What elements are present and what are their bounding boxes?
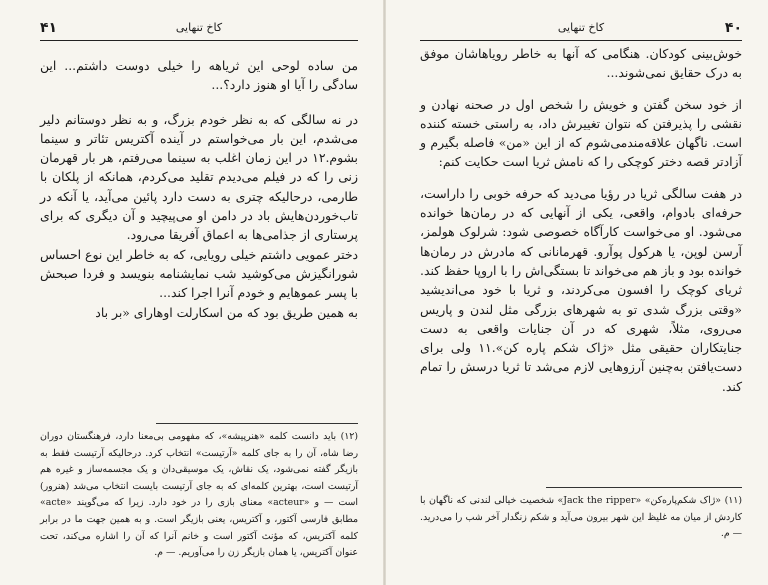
right-page-number: ۴۰	[724, 20, 742, 36]
left-paragraph-2: در نه سالگی که به نظر خودم بزرگ، و به نظر دوستانم دلیر می‌شدم، این بار می‌خواستم در آینده آکتریس تئاتر و سینما بشوم.۱۲ در این زمان اغلب به سینما می‌رفتم، هر بار قهرمان زنی را که در فیلم می‌دیدم تقلید می‌کردم، همانکه از پلکان با طارمی، درحالیکه چتری به دست دارد پائین می‌آید، یا آنکه در تاب‌خوردن‌هایش باد در دامن او می‌پیچید و آن دیگری که برای پرستاری از جذامی‌ها به اعماق آفریقا می‌رود.	[40, 111, 358, 243]
left-page-body	[40, 56, 358, 322]
right-page-body	[420, 44, 742, 396]
left-footnote-rule	[156, 423, 358, 424]
left-paragraph-3: دختر عمویی داشتم خیلی رویایی، که به خاطر این نوع احساس شورانگیزش می‌کوشید شب نمایشنامه بنویسد و فردا صبحش با پسر عموهایم و خودم آنرا اجرا کند...	[40, 246, 358, 301]
left-paragraph-4: به همین طریق بود که من اسکارلت اوهارای «بر باد	[95, 304, 358, 320]
right-footnote-rule	[546, 487, 742, 488]
left-running-title: کاخ تنهایی	[175, 21, 223, 34]
right-paragraph-2: از خود سخن گفتن و خویش را شخص اول در صحنه نهادن و نقشی را پذیرفتن که نتوان تغییرش داد، به راستی خسته کننده است. ناگهان علاقه‌مندمی‌شوم که از این «من» فاصله بگیرم و آزادتر قصه دختر کوچکی را که نامش ثریا است حکایت کنم:	[420, 96, 742, 170]
right-running-title: کاخ تنهایی	[557, 21, 605, 34]
left-page	[0, 0, 383, 585]
right-paragraph-1: خوش‌بینی کودکان. هنگامی که آنها به خاطر رویاهاشان موفق به درک حقایق نمی‌شوند...	[420, 46, 742, 81]
right-page-header	[420, 20, 742, 41]
left-paragraph-1: من ساده لوحی این ثریاهه را خیلی دوست داشتم... این سادگی را آیا او هنوز دارد؟...	[40, 58, 358, 93]
right-footnotes	[420, 493, 742, 543]
footnote-11: (۱۱) «ژاک شکم‌پاره‌کن» «Jack the ripper» شخصیت خیالی لندنی که ناگهان با کاردش از میان مه غلیظ این شهر بیرون می‌آید و شکم زنگدار آخر شب را می‌درید. — م.	[420, 495, 742, 540]
left-page-header	[40, 20, 358, 41]
left-page-number: ۴۱	[40, 20, 58, 36]
footnote-12: (۱۲) باید دانست کلمه «هنرپیشه»، که مفهومی بی‌معنا دارد، فرهنگستان دوران رضا شاه، آن را به جای کلمه «آرتیست» انتخاب کرد. درحالیکه آرتیست فقط به بازیگر گفته نمی‌شود، یک نقاش، یک موسیقی‌دان و یک مجسمه‌ساز و غیره هم آرتیست است، بهترین کلمه‌ای که به جای آرتیست بایست انتخاب می‌شد (هنرور) است — و «acteur» معنای بازی را در خود دارد. زیرا که می‌گویند «acte» مطابق فارسی آکتور، و آکتریس، یعنی بازیگر است. و به همین جهت ما در برابر کلمه آکتریس، که مؤنث آکتور است و خانم آنرا که آن را اشاره می‌کند، تحت عنوان آکتریس، یا همان بازیگر زن را می‌آوریم. — م.	[40, 431, 359, 559]
right-page	[386, 0, 768, 585]
left-footnotes	[40, 429, 358, 562]
right-paragraph-3: در هفت سالگی ثریا در رؤیا می‌دید که حرفه خوبی را داراست، حرفه‌ای بادوام، واقعی، یکی از آنهایی که در رمان‌ها خوانده می‌شود. او می‌خواست کارآگاه خصوصی شود: شرلوک هولمز، آرسن لوپن، یا هرکول پوآرو. قهرمانانی که مادرش در رمان‌ها خوانده بود و باز هم می‌خواند تا بستگی‌اش را با اروپا حفظ کند. ثریای کوچک را افسون می‌کردند، و ثریا با خود می‌اندیشید «وقتی بزرگ شدی تو به شهرهای بزرگی مثل لندن و پاریس می‌روی، مثلاً، شهری که در آن جنایات واقعی به دست جنایتکاران حقیقی مثل «ژاک شکم پاره کن».۱۱ ولی برای دست‌یافتن به‌چنین آرزوهایی لازم می‌شد تا ثریا درسش را تمام کند.	[420, 185, 743, 394]
